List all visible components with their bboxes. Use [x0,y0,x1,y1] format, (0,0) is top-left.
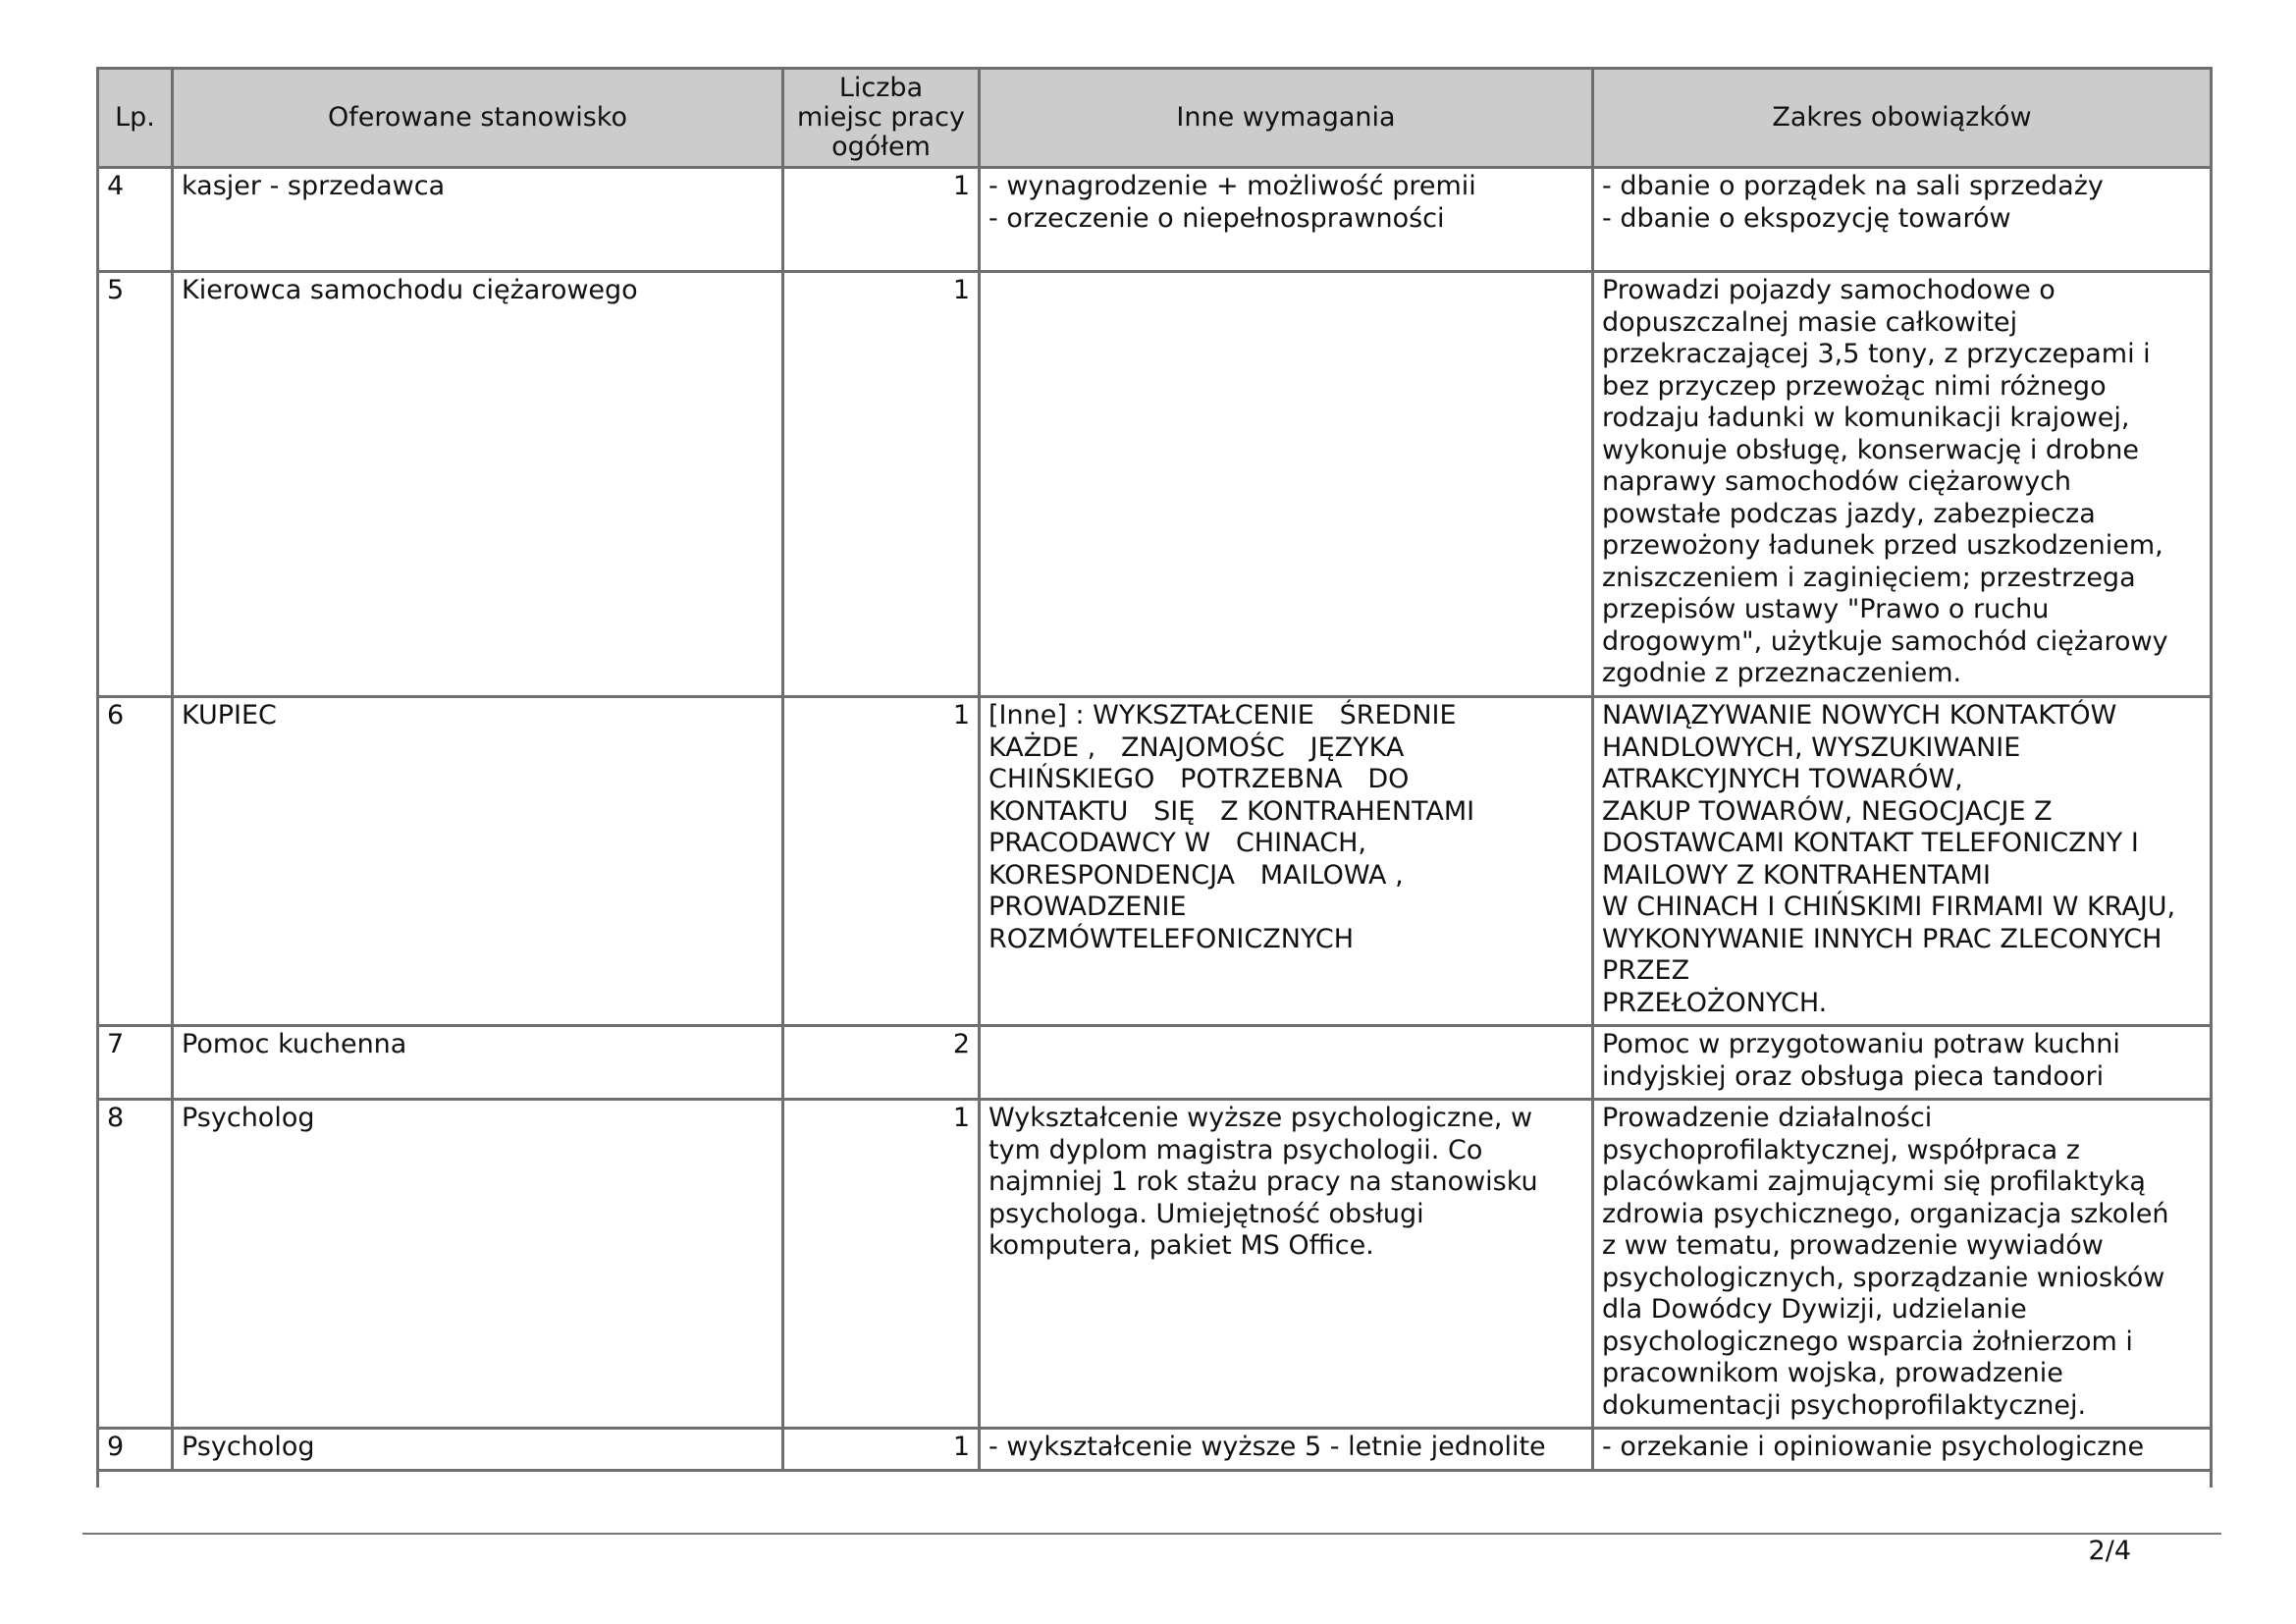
table-row [98,1100,2212,1429]
table-header-row [98,69,2212,168]
cell-lp: 7 [98,1026,173,1100]
cell-duties: - dbanie o porządek na sali sprzedaży - dbanie o ekspozycję towarów [1593,168,2212,272]
cell-position: Psycholog [173,1100,783,1429]
header-count: Liczba miejsc pracy ogółem [783,69,980,168]
page-number: 2/4 [2088,1536,2131,1566]
cell-requirements: Wykształcenie wyższe psychologiczne, w tym dyplom magistra psychologii. Co najmniej 1 rok stażu pracy na stanowisku psychologa. Umiejętność obsługi komputera, pakiet MS Office. [980,1100,1593,1429]
cell-count: 1 [783,168,980,272]
cell-position: Psycholog [173,1429,783,1471]
cell-duties: - orzekanie i opiniowanie psychologiczne [1593,1429,2212,1471]
cell-count: 1 [783,697,980,1026]
header-lp: Lp. [98,69,173,168]
cell-position: KUPIEC [173,697,783,1026]
header-requirements: Inne wymagania [980,69,1593,168]
cell-position: Pomoc kuchenna [173,1026,783,1100]
cell-lp: 9 [98,1429,173,1471]
table-row [98,697,2212,1026]
cell-count: 1 [783,272,980,697]
cell-requirements [980,1026,1593,1100]
cell-lp: 8 [98,1100,173,1429]
cell-position: kasjer - sprzedawca [173,168,783,272]
cell-lp: 4 [98,168,173,272]
cell-duties: NAWIĄZYWANIE NOWYCH KONTAKTÓW HANDLOWYCH, WYSZUKIWANIE ATRAKCYJNYCH TOWARÓW, ZAKUP TOWARÓW, NEGOCJACJE Z DOSTAWCAMI KONTAKT TELEFONICZNY I MAILOWY Z KONTRAHENTAMI W CHINACH I CHIŃSKIMI FIRMAMI W KRAJU, WYKONYWANIE INNYCH PRAC ZLECONYCH PRZEZ PRZEŁOŻONYCH. [1593,697,2212,1026]
table-row [98,1429,2212,1471]
footer-divider [82,1533,2221,1535]
table-row [98,272,2212,697]
cell-requirements: - wynagrodzenie + możliwość premii - orzeczenie o niepełnosprawności [980,168,1593,272]
job-offers-table [96,67,2213,1488]
cell-lp: 6 [98,697,173,1026]
table-row [98,1026,2212,1100]
table-continuation-cell [98,1471,2212,1489]
header-position: Oferowane stanowisko [173,69,783,168]
cell-lp: 5 [98,272,173,697]
table-row [98,168,2212,272]
cell-count: 2 [783,1026,980,1100]
cell-position: Kierowca samochodu ciężarowego [173,272,783,697]
cell-duties: Pomoc w przygotowaniu potraw kuchni indyjskiej oraz obsługa pieca tandoori [1593,1026,2212,1100]
cell-duties: Prowadzenie działalności psychoprofilaktycznej, współpraca z placówkami zajmującymi się profilaktyką zdrowia psychicznego, organizacja szkoleń z ww tematu, prowadzenie wywiadów psychologicznych, sporządzanie wniosków dla Dowódcy Dywizji, udzielanie psychologicznego wsparcia żołnierzom i pracownikom wojska, prowadzenie dokumentacji psychoprofilaktycznej. [1593,1100,2212,1429]
cell-duties: Prowadzi pojazdy samochodowe o dopuszczalnej masie całkowitej przekraczającej 3,5 tony, z przyczepami i bez przyczep przewożąc nimi różnego rodzaju ładunki w komunikacji krajowej, wykonuje obsługę, konserwację i drobne naprawy samochodów ciężarowych powstałe podczas jazdy, zabezpiecza przewożony ładunek przed uszkodzeniem, zniszczeniem i zaginięciem; przestrzega przepisów ustawy "Prawo o ruchu drogowym", użytkuje samochód ciężarowy zgodnie z przeznaczeniem. [1593,272,2212,697]
job-offers-table-frame [96,67,2210,1488]
cell-count: 1 [783,1100,980,1429]
cell-requirements: - wykształcenie wyższe 5 - letnie jednolite [980,1429,1593,1471]
cell-requirements: [Inne] : WYKSZTAŁCENIE ŚREDNIE KAŻDE , ZNAJOMOŚC JĘZYKA CHIŃSKIEGO POTRZEBNA DO KONTAKTU SIĘ Z KONTRAHENTAMI PRACODAWCY W CHINACH, KORESPONDENCJA MAILOWA , PROWADZENIE ROZMÓWTELEFONICZNYCH [980,697,1593,1026]
header-duties: Zakres obowiązków [1593,69,2212,168]
table-continuation [98,1471,2212,1489]
cell-requirements [980,272,1593,697]
cell-count: 1 [783,1429,980,1471]
